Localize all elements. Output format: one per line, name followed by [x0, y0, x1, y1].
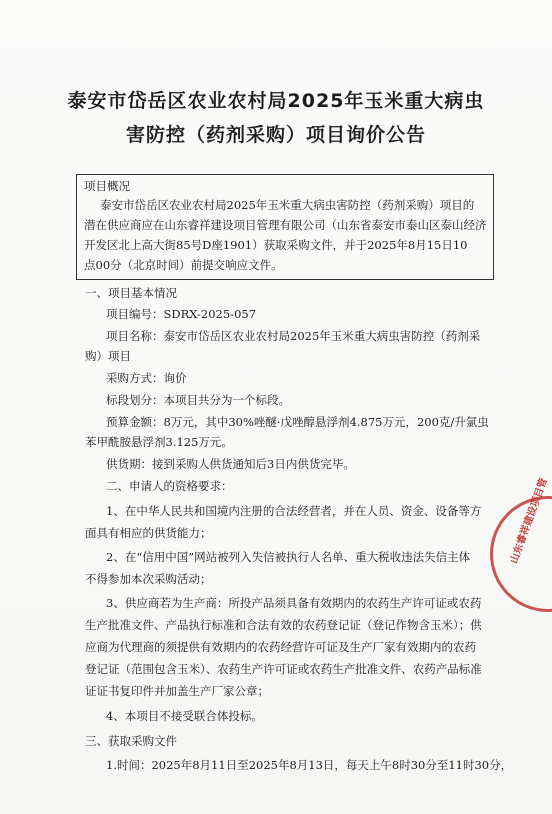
- overview-line-4: 点00分（北京时间）前提交响应文件。: [84, 258, 283, 272]
- section-1-heading: 一、项目基本情况: [85, 286, 177, 300]
- delivery-period: 供货期：接到采购人供货通知后3日内供货完毕。: [106, 457, 355, 471]
- acquire-time-line: 1.时间：2025年8月11日至2025年8月13日，每天上午8时30分至11时30分，: [106, 758, 513, 772]
- project-name-line-2: 购）项目: [85, 349, 131, 363]
- overview-heading: 项目概况: [84, 179, 130, 193]
- budget-line-1: 预算金额：8万元，其中30%唑醚·戊唑醇悬浮剂4.875万元，200克/升氯虫: [106, 415, 489, 429]
- company-seal-text: 山东睿祥建设项目管: [508, 476, 550, 566]
- project-name-line-1: 项目名称：泰安市岱岳区农业农村局2025年玉米重大病虫害防控（药剂采: [106, 329, 481, 343]
- req-3-line-5: 证证书复印件并加盖生产厂家公章；: [85, 684, 269, 698]
- req-3-line-3: 应商为代理商的须提供有效期内的农药经营许可证及生产厂家有效期内的农药: [85, 640, 476, 654]
- title-line-1: 泰安市岱岳区农业农村局2025年玉米重大病虫: [67, 90, 485, 112]
- section-2-heading: 二、申请人的资格要求：: [106, 479, 233, 493]
- overview-line-2: 潜在供应商应在山东睿祥建设项目管理有限公司（山东省泰安市泰山区泰山经济: [84, 218, 487, 232]
- overview-line-1: 泰安市岱岳区农业农村局2025年玉米重大病虫害防控（药剂采购）项目的: [100, 198, 475, 212]
- req-3-line-1: 3、供应商若为生产商：所投产品须具备有效期内的农药生产许可证或农药: [106, 596, 482, 610]
- overview-line-3: 开发区北上高大街85号D座1901）获取采购文件，并于2025年8月15日10: [84, 238, 468, 252]
- req-3-line-2: 生产批准文件、产品执行标准和合法有效的农药登记证（登记作物含玉米）；供: [85, 618, 482, 632]
- title-line-2: 害防控（药剂采购）项目询价公告: [125, 124, 426, 146]
- req-2-line-1: 2、在“信用中国”网站被列入失信被执行人名单、重大税收违法失信主体: [106, 550, 471, 564]
- req-3-line-4: 登记证（范围包含玉米）、农药生产许可证或农药生产批准文件、农药产品标准: [85, 662, 482, 676]
- req-1-line-1: 1、在中华人民共和国境内注册的合法经营者，并在人员、资金、设备等方: [106, 504, 482, 518]
- project-code: 项目编号：SDRX-2025-057: [106, 307, 257, 321]
- budget-line-2: 苯甲酰胺悬浮剂3.125万元。: [85, 435, 233, 449]
- lot-division: 标段划分：本项目共分为一个标段。: [106, 393, 290, 407]
- req-4: 4、本项目不接受联合体投标。: [106, 709, 263, 723]
- procurement-method: 采购方式：询价: [106, 371, 187, 385]
- section-3-heading: 三、获取采购文件: [85, 734, 177, 748]
- req-1-line-2: 面具有相应的供货能力；: [85, 526, 212, 540]
- req-2-line-2: 不得参加本次采购活动；: [85, 572, 212, 586]
